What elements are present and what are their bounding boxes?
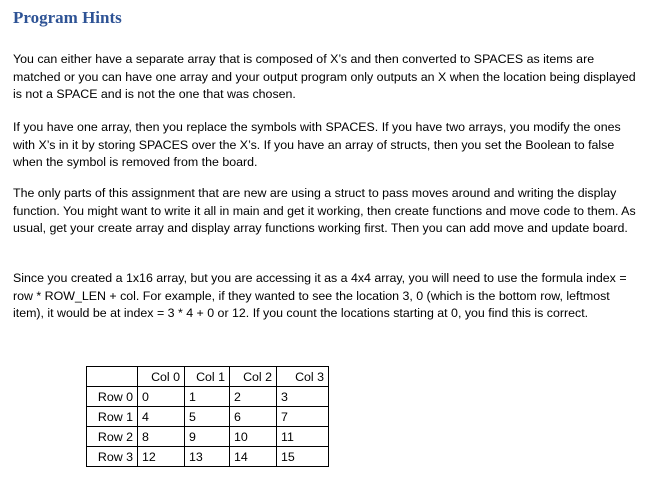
table-row bbox=[87, 447, 329, 467]
row-header: Row 0 bbox=[87, 387, 138, 407]
table-cell: 8 bbox=[138, 427, 185, 447]
page-title: Program Hints bbox=[13, 8, 122, 27]
paragraph-index-formula: Since you created a 1x16 array, but you are accessing it as a 4x4 array, you will need to use the formula index = row * ROW_LEN + col. For example, if they wanted to see the location 3, 0 (which is the bottom row, leftmost item), it would be at index = 3 * 4 + 0 or 12. If you count the locations starting at 0, you find this is correct. bbox=[13, 271, 627, 320]
row-header: Row 2 bbox=[87, 427, 138, 447]
column-header: Col 1 bbox=[185, 367, 230, 387]
row-header: Row 3 bbox=[87, 447, 138, 467]
table-cell: 0 bbox=[138, 387, 185, 407]
table-cell: 11 bbox=[277, 427, 329, 447]
table-header-row bbox=[87, 367, 329, 387]
table-cell: 4 bbox=[138, 407, 185, 427]
row-header: Row 1 bbox=[87, 407, 138, 427]
table-cell: 10 bbox=[230, 427, 277, 447]
index-table bbox=[86, 366, 329, 467]
table-cell: 13 bbox=[185, 447, 230, 467]
table-cell: 1 bbox=[185, 387, 230, 407]
table-row bbox=[87, 387, 329, 407]
table-cell: 6 bbox=[230, 407, 277, 427]
table-cell: 15 bbox=[277, 447, 329, 467]
column-header: Col 0 bbox=[138, 367, 185, 387]
column-header: Col 3 bbox=[277, 367, 329, 387]
table-cell: 7 bbox=[277, 407, 329, 427]
table-row bbox=[87, 407, 329, 427]
table-cell: 12 bbox=[138, 447, 185, 467]
table-cell: 2 bbox=[230, 387, 277, 407]
table-row bbox=[87, 427, 329, 447]
table-corner-cell bbox=[87, 367, 138, 387]
paragraph-new-parts: The only parts of this assignment that are new are using a struct to pass moves around and writing the display function. You might want to write it all in main and get it working, then create functions and move code to them. As usual, get your create array and display array functions working first. Then you can add move and update board. bbox=[13, 186, 636, 235]
column-header: Col 2 bbox=[230, 367, 277, 387]
table-cell: 5 bbox=[185, 407, 230, 427]
table-cell: 9 bbox=[185, 427, 230, 447]
table-cell: 14 bbox=[230, 447, 277, 467]
table-cell: 3 bbox=[277, 387, 329, 407]
paragraph-replace-symbols: If you have one array, then you replace the symbols with SPACES. If you have two arrays, you modify the ones with X’s in it by storing SPACES over the X’s. If you have an array of structs, then you set the Boolean to false when the symbol is removed from the board. bbox=[13, 120, 621, 169]
paragraph-arrays: You can either have a separate array that is composed of X’s and then converted to SPACES as items are matched or you can have one array and your output program only outputs an X when the location being displayed is not a SPACE and is not the one that was chosen. bbox=[13, 52, 636, 101]
